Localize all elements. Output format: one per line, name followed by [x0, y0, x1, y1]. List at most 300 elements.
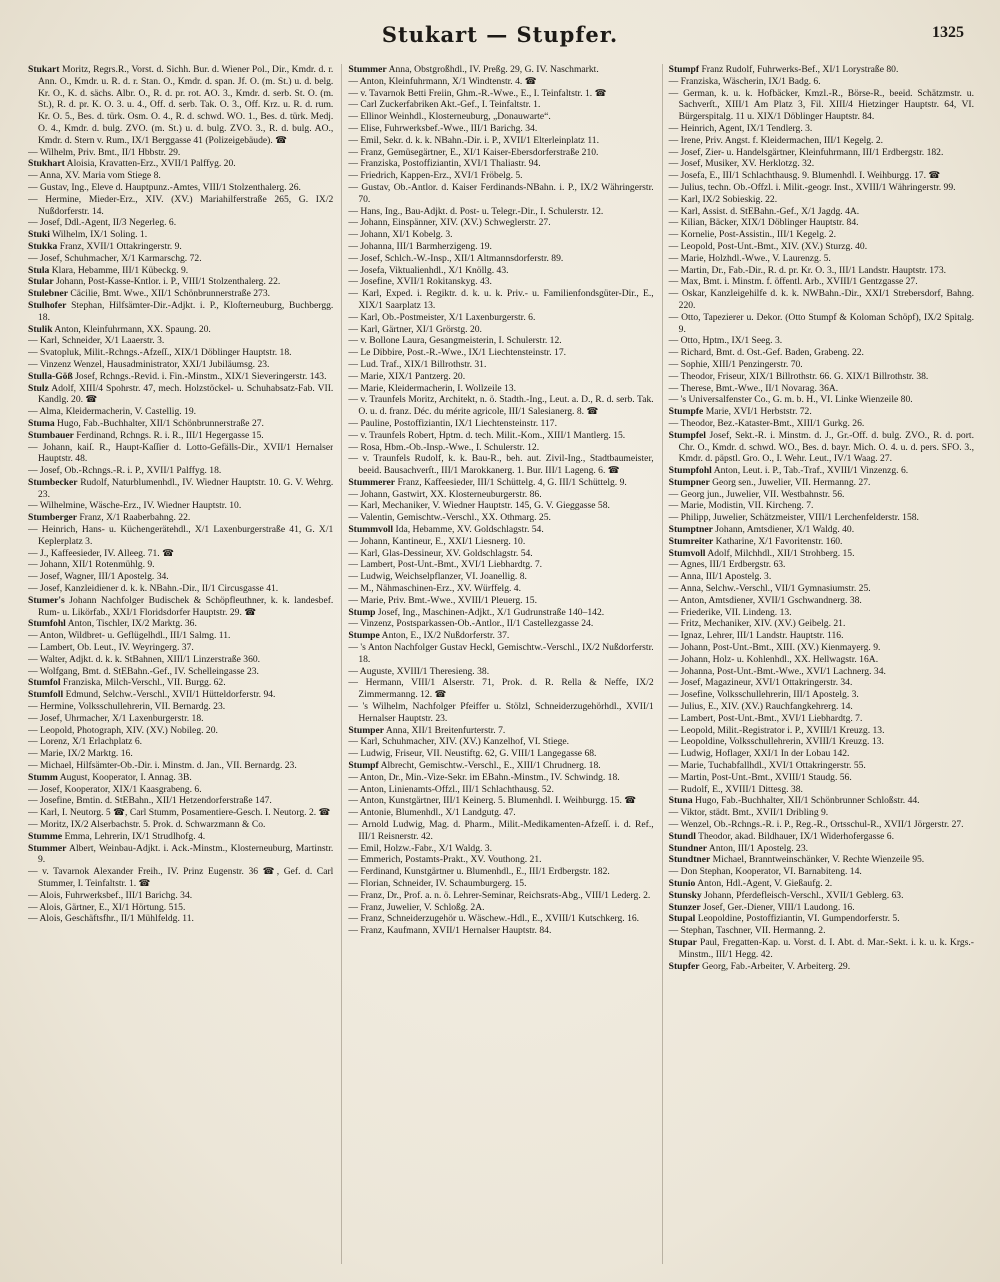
entry-text: — v. Traunfels Robert, Hptm. d. tech. Milit.-Kom., XIII/1 Mantlerg. 15.: [348, 429, 626, 441]
entry-text: — Georg jun., Juwelier, VII. Westbahnstr. 56.: [668, 488, 845, 500]
entry-text: — Marie, Tuchabfallhdl., XVI/1 Ottakringerstr. 55.: [668, 760, 866, 772]
entry-text: Albrecht, Gemischtw.-Verschl., E., XIII/1 Chrudnerg. 18.: [378, 760, 601, 772]
entry-text: — Valentin, Gemischtw.-Verschl., XX. Othmarg. 25.: [348, 512, 551, 524]
directory-entry: [669, 890, 974, 902]
entry-text: — Wilhelm, Priv. Bmt., II/1 Hbbstr. 29.: [28, 146, 181, 158]
directory-entry: [669, 902, 974, 914]
directory-entry: [669, 512, 974, 524]
entry-text: — Wolfgang, Bmt. d. StEBahn.-Gef., IV. Schelleingasse 23.: [28, 665, 259, 677]
directory-entry: [669, 465, 974, 477]
directory-entry: [28, 182, 333, 194]
entry-text: — Josefa, E., III/1 Schlachthausg. 9. Blumenhdl. I. Weihburgg. 17. ☎: [668, 170, 941, 182]
entry-text: — Josef, Wagner, III/1 Apostelg. 34.: [28, 571, 169, 583]
directory-entry: [28, 359, 333, 371]
directory-entry: [669, 276, 974, 288]
directory-entry: [669, 253, 974, 265]
directory-entry: [28, 229, 333, 241]
directory-entry: [669, 571, 974, 583]
entry-text: — Friedrich, Kappen-Erz., XVI/1 Fröbelg. 5.: [348, 170, 523, 182]
directory-entry: [348, 288, 653, 312]
entry-text: Marie, XVI/1 Herbststr. 72.: [703, 406, 812, 418]
directory-entry: [669, 64, 974, 76]
entry-text: — Lambert, Post-Unt.-Bmt., XVI/1 Liebhardtg. 7.: [348, 559, 543, 571]
directory-entry: [669, 288, 974, 312]
directory-entry: [348, 418, 653, 430]
entry-surname: Stummer: [348, 64, 387, 75]
directory-entry: [348, 725, 653, 737]
entry-text: — Carl Zuckerfabriken Akt.-Gef., I. Teinfaltstr. 1.: [348, 99, 541, 111]
directory-entry: [348, 559, 653, 571]
entry-text: Edmund, Selchw.-Verschl., XVII/1 Hütteldorferstr. 94.: [63, 689, 276, 701]
entry-text: — Marie, IX/2 Marktg. 16.: [28, 748, 133, 760]
entry-text: — Alma, Kleidermacherin, V. Castellig. 19.: [28, 406, 197, 418]
directory-entry: [28, 913, 333, 925]
entry-text: Hugo, Fab.-Buchhalter, XII/1 Schönbrunnerstraße 27.: [54, 417, 264, 429]
entry-text: — Josef, Zier- u. Handelsgärtner, Kleinfuhrmann, III/1 Erdbergstr. 182.: [668, 146, 944, 158]
entry-text: — Johann, XI/1 Kobelg. 3.: [348, 229, 453, 241]
directory-entry: [28, 819, 333, 831]
entry-surname: Stummer: [28, 842, 67, 854]
directory-entry: [28, 465, 333, 477]
entry-surname: Stuna: [668, 795, 693, 807]
directory-entry: [669, 76, 974, 88]
directory-entry: [348, 890, 653, 902]
directory-entry: [28, 170, 333, 182]
directory-entry: [669, 335, 974, 347]
entry-text: — Rosa, Hbm.-Ob.-Insp.-Wwe., I. Schulerstr. 12.: [348, 441, 540, 453]
entry-text: — Johann, Kantineur, E., XXI/1 Liesnerg. 10.: [348, 535, 526, 547]
entry-text: — Hermine, Volksschullehrerin, VII. Bernardg. 23.: [28, 701, 226, 713]
entry-text: — Lambert, Ob. Leut., IV. Weyringerg. 37.: [28, 642, 194, 654]
directory-entry: [348, 453, 653, 477]
entry-text: — Martin, Dr., Fab.-Dir., R. d. pr. Kr. O. 3., III/1 Landstr. Hauptstr. 173.: [668, 264, 947, 276]
directory-entry: [348, 147, 653, 159]
entry-text: — Franz, Schneiderzugehör u. Wäschew.-Hdl., E., XVIII/1 Kutschkerg. 16.: [348, 913, 640, 925]
directory-entry: [28, 324, 333, 336]
directory-entry: [348, 335, 653, 347]
entry-text: — v. Traunfels Moritz, Architekt, n. ö. Stadth.-Ing., Leut. a. D., R. d. serb. Tak. O. u. d. franz. Déc. du mérite agricole, III/1 Salesianerg. 8. ☎: [348, 394, 654, 418]
entry-surname: Stumfoll: [28, 689, 64, 701]
entry-surname: Stumpe: [348, 630, 380, 642]
entry-text: — Josefa, Viktualienhdl., X/1 Knöllg. 43.: [348, 264, 509, 276]
entry-text: Anton, E., IX/2 Nußdorferstr. 37.: [379, 630, 510, 642]
directory-entry: [669, 524, 974, 536]
directory-entry: [669, 654, 974, 666]
directory-entry: [669, 725, 974, 737]
entry-surname: Stumpf: [348, 760, 379, 772]
entry-text: Josef, Rchngs.-Revid. i. Fin.-Minstm., XIX/1 Sieveringerstr. 143.: [72, 370, 327, 382]
entry-text: — Vinzenz, Postsparkassen-Ob.-Antlor., II/1 Castellezgasse 24.: [348, 618, 594, 630]
directory-entry: [669, 607, 974, 619]
directory-entry: [28, 784, 333, 796]
entry-surname: Stumpfe: [668, 406, 704, 418]
directory-entry: [28, 666, 333, 678]
entry-text: Ida, Hebamme, XV. Goldschlagstr. 54.: [393, 524, 544, 536]
entry-text: — Josef, Schlch.-W.-Insp., XII/1 Altmannsdorferstr. 89.: [348, 252, 564, 264]
directory-entry: [348, 253, 653, 265]
entry-text: — Josef, Kooperator, XIX/1 Kaasgrabeng. 6.: [28, 783, 202, 795]
directory-entry: [28, 807, 333, 819]
directory-entry: [28, 147, 333, 159]
entry-text: — Ignaz, Lehrer, III/1 Landstr. Hauptstr. 116.: [668, 630, 844, 642]
entry-text: — Otto, Tapezierer u. Dekor. (Otto Stumpf & Koloman Schöpf), IX/2 Spitalg. 9.: [668, 311, 974, 335]
directory-entry: [348, 324, 653, 336]
directory-entry: [348, 642, 653, 666]
directory-entry: [669, 347, 974, 359]
entry-text: Franz, Kaffeesieder, III/1 Schüttelg. 4, G. III/1 Schüttelg. 9.: [395, 476, 627, 488]
directory-entry: [669, 158, 974, 170]
directory-entry: [669, 477, 974, 489]
directory-entry: [669, 559, 974, 571]
entry-text: — Friederike, VII. Lindeng. 13.: [668, 606, 792, 618]
entry-text: — Wilhelmine, Wäsche-Erz., IV. Wiedner Hauptstr. 10.: [28, 500, 242, 512]
entry-text: — Rudolf, E., XVIII/1 Dittesg. 38.: [668, 783, 803, 795]
directory-entry: [348, 217, 653, 229]
entry-text: — Anna, III/1 Apostelg. 3.: [668, 571, 772, 583]
entry-text: — Le Dibbire, Post.-R.-Wwe., IX/1 Liechtensteinstr. 17.: [348, 347, 567, 359]
directory-entry: [28, 748, 333, 760]
entry-text: — Karl, Exped. i. Regiktr. d. k. u. k. Priv.- u. Familienfondsgüter-Dir., E., XIX/1 Saarplatz 13.: [348, 288, 654, 311]
directory-entry: [669, 677, 974, 689]
entry-text: — Karl, Assist. d. StEBahn.-Gef., X/1 Jagdg. 4A.: [668, 205, 860, 217]
directory-entry: [348, 666, 653, 678]
directory-entry: [28, 831, 333, 843]
entry-text: — Johann, Einspänner, XIV. (XV.) Schweglerstr. 27.: [348, 217, 551, 229]
directory-entry: [28, 772, 333, 784]
directory-entry: [28, 736, 333, 748]
directory-entry: [669, 831, 974, 843]
directory-entry: [348, 618, 653, 630]
entry-text: — Theodor, Friseur, XIX/1 Billrothstr. 66. G. XIX/1 Billrothstr. 38.: [668, 370, 929, 382]
directory-entry: [348, 595, 653, 607]
entry-text: — Viktor, städt. Bmt., XVII/1 Dribling 9.: [668, 807, 829, 819]
directory-entry: [348, 748, 653, 760]
directory-entry: [348, 477, 653, 489]
directory-entry: [28, 253, 333, 265]
entry-text: — Franz, Juwelier, V. Schloßg. 2A.: [348, 901, 485, 913]
entry-text: Josef, Ger.-Diener, VIII/1 Laudong. 16.: [700, 901, 855, 913]
entry-text: — Franz, Dr., Prof. a. n. ö. Lehrer-Seminar, Reichsrats-Abg., VIII/1 Lederg. 2.: [348, 889, 651, 901]
entry-text: — Hermann, VIII/1 Alserstr. 71, Prok. d. R. Rella & Neffe, IX/2 Zimmermanng. 12. ☎: [348, 677, 654, 701]
directory-entry: [348, 760, 653, 772]
entry-surname: Stunzer: [668, 901, 701, 913]
directory-entry: [28, 217, 333, 229]
directory-entry: [348, 736, 653, 748]
entry-text: — 's Wilhelm, Nachfolger Pfeiffer u. Stölzl, Schneiderzugehörhdl., XVII/1 Hernalser Hauptstr. 23.: [348, 701, 654, 724]
entry-text: Josef, Ing., Maschinen-Adjkt., X/1 Gudrunstraße 140–142.: [375, 606, 605, 618]
entry-text: — Otto, Hptm., IX/1 Seeg. 3.: [668, 335, 783, 347]
entry-surname: Stumbauer: [28, 429, 74, 441]
directory-entry: [28, 418, 333, 430]
directory-entry: [348, 206, 653, 218]
entry-text: Leopoldine, Postoffiziantin, VI. Gumpendorferstr. 5.: [695, 913, 900, 925]
directory-entry: [669, 583, 974, 595]
entry-text: — Heinrich, Agent, IX/1 Tendlerg. 3.: [668, 122, 813, 134]
entry-text: — Walter, Adjkt. d. k. k. StBahnen, XIII/1 Linzerstraße 360.: [28, 653, 261, 665]
directory-entry: [348, 111, 653, 123]
directory-entry: [28, 524, 333, 548]
entry-text: — Vinzenz Wenzel, Hausadministrator, XXI/1 Jubiläumsg. 23.: [28, 358, 270, 370]
entry-text: Anna, Obstgroßhdl., IV. Preßg. 29, G. IV. Naschmarkt.: [386, 64, 599, 75]
directory-entry: [669, 760, 974, 772]
directory-entry: [669, 265, 974, 277]
entry-text: August, Kooperator, I. Annag. 3B.: [57, 771, 192, 783]
entry-text: — Theodor, Bez.-Kataster-Bmt., XIII/1 Gurkg. 26.: [668, 417, 865, 429]
entry-text: — Martin, Post-Unt.-Bmt., XVIII/1 Staudg. 56.: [668, 771, 852, 783]
entry-surname: Stulz: [28, 382, 49, 394]
entry-text: Franz Rudolf, Fuhrwerks-Bef., XI/1 Lorystraße 80.: [699, 64, 899, 75]
directory-entry: [669, 666, 974, 678]
directory-entry: [669, 406, 974, 418]
entry-text: Johann, Amtsdiener, X/1 Waldg. 40.: [712, 524, 855, 536]
entry-text: — Emmerich, Postamts-Prakt., XV. Vouthong. 21.: [348, 854, 542, 866]
directory-entry: [28, 902, 333, 914]
directory-entry: [669, 630, 974, 642]
directory-entry: [28, 477, 333, 501]
directory-entry: [669, 784, 974, 796]
directory-entry: [28, 583, 333, 595]
directory-entry: [348, 123, 653, 135]
directory-entry: [348, 607, 653, 619]
entry-text: — Elise, Fuhrwerksbef.-Wwe., III/1 Barichg. 34.: [348, 122, 538, 134]
entry-text: Adolf, Milchhdl., XII/1 Strohberg. 15.: [705, 547, 855, 559]
directory-entry: [348, 524, 653, 536]
entry-text: Michael, Branntweinschänker, V. Rechte Wienzeile 95.: [710, 854, 925, 866]
directory-entry: [669, 807, 974, 819]
directory-entry: [348, 536, 653, 548]
directory-entry: [348, 784, 653, 796]
entry-text: Georg sen., Juwelier, VII. Hermanng. 27.: [709, 476, 871, 488]
directory-entry: [669, 170, 974, 182]
entry-surname: Stundl: [668, 830, 696, 842]
directory-entry: [348, 902, 653, 914]
entry-text: Stephan, Hilfsämter-Dir.-Adjkt. i. P., Kloſterneuburg, Buchbergg. 18.: [38, 299, 334, 323]
entry-text: — Franziska, Wäscherin, IX/1 Badg. 6.: [668, 75, 821, 87]
entry-text: — Moritz, IX/2 Alserbachstr. 5. Prok. d. Schwarzmann & Co.: [28, 819, 266, 830]
entry-text: — Josef, Schuhmacher, X/1 Karmarschg. 72.: [28, 252, 202, 264]
entry-surname: Stulebner: [28, 288, 68, 300]
directory-entry: [28, 371, 333, 383]
directory-entry: [669, 701, 974, 713]
entry-surname: Stumbecker: [28, 476, 78, 488]
directory-entry: [348, 548, 653, 560]
entry-text: — Anton, Linienamts-Offzl., III/1 Schlachthausg. 52.: [348, 783, 554, 795]
entry-text: — Johann, Post-Unt.-Bmt., XIII. (XV.) Kienmayerg. 9.: [668, 642, 881, 654]
entry-text: Anton, Kleinfuhrmann, XX. Spaung. 20.: [52, 323, 211, 335]
entry-text: Aloisia, Kravatten-Erz., XVII/1 Palffyg. 20.: [64, 158, 236, 170]
directory-entry: [669, 182, 974, 194]
directory-entry: [28, 241, 333, 253]
directory-entry: [28, 795, 333, 807]
entry-text: Franz, X/1 Raaberbahng. 22.: [77, 512, 191, 524]
entry-surname: Stula: [28, 264, 50, 276]
directory-entry: [669, 795, 974, 807]
entry-text: — Anton, Kunstgärtner, III/1 Keinerg. 5. Blumenhdl. I. Weihburgg. 15. ☎: [348, 795, 637, 807]
directory-entry: [669, 843, 974, 855]
directory-entry: [28, 383, 333, 407]
directory-entry: [348, 394, 653, 418]
entry-text: Georg, Fab.-Arbeiter, V. Arbeiterg. 29.: [699, 960, 851, 972]
entry-surname: Stumpner: [668, 476, 710, 488]
directory-entry: [348, 347, 653, 359]
directory-entry: [28, 158, 333, 170]
directory-entry: [669, 642, 974, 654]
directory-entry: [348, 64, 653, 76]
entry-text: — Irene, Priv. Angst. f. Kleidermachen, III/1 Kegelg. 2.: [668, 134, 884, 146]
directory-entry: [28, 347, 333, 359]
entry-surname: Stukart: [28, 64, 60, 75]
entry-text: — Franz, Gemüsegärtner, E., XI/1 Kaiser-Ebersdorferstraße 210.: [348, 146, 599, 158]
entry-text: — Karl, Gärtner, XI/1 Grörstg. 20.: [348, 323, 482, 335]
entry-text: — Johann, kaiſ. R., Haupt-Kaſſier d. Lotto-Gefälls-Dir., XVII/1 Hernalser Hauptstr. 48.: [28, 441, 334, 465]
entry-text: — Auguste, XVIII/1 Theresieng. 38.: [348, 665, 490, 677]
directory-entry: [669, 135, 974, 147]
entry-text: — Karl, Schneider, X/1 Laaerstr. 3.: [28, 335, 165, 347]
directory-entry: [348, 229, 653, 241]
directory-entry: [348, 571, 653, 583]
entry-text: Anton, Leut. i. P., Tab.-Traf., XVIII/1 Vinzenzg. 6.: [711, 465, 909, 477]
entry-text: Johann, Pferdefleisch-Verschl., XVII/1 Geblerg. 63.: [701, 889, 904, 901]
directory-entry: [28, 265, 333, 277]
entry-text: — v. Bollone Laura, Gesangmeisterin, I. Schulerstr. 12.: [348, 335, 562, 347]
directory-entry: [669, 618, 974, 630]
entry-text: Paul, Fregatten-Kap. u. Vorst. d. I. Abt. d. Mar.-Sekt. i. k. u. k. Krgs.-Minstm., III/1 Hegg. 42.: [678, 936, 974, 960]
entry-text: — Anton, Kleinfuhrmann, X/1 Windtenstr. 4. ☎: [348, 75, 537, 87]
directory-entry: [669, 866, 974, 878]
entry-surname: Stumm: [28, 771, 58, 783]
directory-columns: [28, 64, 974, 1264]
entry-surname: Stukhart: [28, 158, 65, 170]
entry-text: — Wenzel, Ob.-Rchngs.-R. i. P., Reg.-R., Ortsschul-R., XVII/1 Jörgerstr. 27.: [668, 819, 964, 830]
directory-entry: [28, 630, 333, 642]
directory-entry: [669, 937, 974, 961]
entry-surname: Stump: [348, 606, 376, 618]
entry-text: Josef, Sekt.-R. i. Minstm. d. J., Gr.-Off. d. bulg. ZVO., R. d. port. Chr. O., Kmdr. d. schwd. WO., Bes. d. bayr. Mich. O. 4. u. d. pers. SFO. 3., Kmdr. d. päpstl. Gro. O., I. Wehr. Leut., IV/1 Waag. 27.: [678, 429, 974, 465]
directory-entry: [669, 241, 974, 253]
entry-text: Emma, Lehrerin, IX/1 Strudlhofg. 4.: [62, 830, 206, 842]
entry-surname: Stupfer: [668, 960, 700, 972]
entry-text: — Josef, Ob.-Rchngs.-R. i. P., XVII/1 Palffyg. 18.: [28, 465, 222, 477]
entry-text: — Richard, Bmt. d. Ost.-Gef. Baden, Grabeng. 22.: [668, 347, 864, 359]
entry-text: — Marie, Priv. Bmt.-Wwe., XVIII/1 Pleuerg. 15.: [348, 594, 537, 606]
entry-text: — Ludwig, Friseur, VII. Neustiftg. 62, G. VIII/1 Langegasse 68.: [348, 748, 597, 760]
directory-entry: [348, 276, 653, 288]
entry-text: — 's Universalfenster Co., G. m. b. H., VI. Linke Wienzeile 80.: [668, 394, 913, 406]
directory-entry: [28, 760, 333, 772]
entry-text: — Alois, Gärtner, E., XI/1 Hörtung. 515.: [28, 901, 186, 913]
entry-text: — Karl, Mechaniker, V. Wiedner Hauptstr. 145, G. V. Gieggasse 58.: [348, 500, 610, 512]
entry-text: — Arnold Ludwig, Mag. d. Pharm., Milit.-Medikamenten-Afzeſſ. i. d. Ref., III/1 Reisnerstr. 42.: [348, 819, 654, 842]
directory-entry: [669, 961, 974, 973]
entry-text: Johann Nachfolger Budischek & Schöpfleuthner, k. k. landesbef. Rum- u. Likörfab., XXI/1 Floridsdorfer Hauptstr. 29. ☎: [38, 594, 334, 618]
entry-text: — Gustav, Ob.-Antlor. d. Kaiser Ferdinands-NBahn. i. P., IX/2 Währingerstr. 70.: [348, 181, 654, 205]
entry-text: Ferdinand, Rchngs. R. i. R., III/1 Hegergasse 15.: [73, 429, 264, 441]
entry-text: — Alois, Geschäftsfhr., II/1 Mühlfeldg. 11.: [28, 913, 194, 925]
entry-text: Theodor, akad. Bildhauer, IX/1 Widerhofergasse 6.: [695, 830, 894, 842]
directory-entry: [669, 772, 974, 784]
entry-text: — Kilian, Bäcker, XIX/1 Döblinger Hauptstr. 84.: [668, 217, 859, 229]
directory-entry: [669, 689, 974, 701]
entry-text: Albert, Weinbau-Adjkt. i. Ack.-Minstm., Klosterneuburg, Martinstr. 9.: [38, 842, 334, 866]
entry-text: — Anton, Amtsdiener, XVII/1 Gschwandnerg. 38.: [668, 594, 862, 606]
entry-text: — v. Tavarnok Alexander Freih., IV. Prinz Eugenstr. 36 ☎, Gef. d. Carl Stummer, I. Teinfaltstr. 1. ☎: [28, 866, 334, 889]
entry-text: — Ludwig, Hoflager, XXI/1 In der Lobau 142.: [668, 748, 850, 760]
directory-column-1: [28, 64, 333, 1264]
directory-entry: [669, 430, 974, 465]
directory-entry: [28, 595, 333, 619]
entry-surname: Stupal: [668, 913, 696, 925]
directory-entry: [28, 689, 333, 701]
entry-surname: Stumvoll: [668, 547, 706, 559]
entry-text: — Ludwig, Weichselpflanzer, VI. Joanellig. 8.: [348, 571, 527, 583]
directory-entry: [669, 913, 974, 925]
entry-text: — Lambert, Post-Unt.-Bmt., XVI/1 Liebhardtg. 7.: [668, 712, 863, 724]
directory-entry: [348, 819, 653, 843]
entry-text: — Marie, Holzhdl.-Wwe., V. Laurenzg. 5.: [668, 252, 831, 264]
entry-surname: Stulla-Göß: [28, 370, 73, 382]
entry-text: — Karl, Ob.-Postmeister, X/1 Laxenburgerstr. 6.: [348, 311, 536, 323]
directory-entry: [28, 713, 333, 725]
entry-text: — Emil, Sekr. d. k. k. NBahn.-Dir. i. P., XVII/1 Elterleinplatz 11.: [348, 134, 599, 146]
entry-surname: Stunsky: [668, 889, 702, 901]
directory-entry: [28, 288, 333, 300]
entry-text: — Oskar, Kanzleigehilfe d. k. k. NWBahn.-Dir., XXI/1 Strebersdorf, Bahng. 220.: [668, 288, 974, 311]
directory-column-3: [662, 64, 974, 1264]
entry-text: Klara, Hebamme, III/1 Kübeckg. 9.: [49, 264, 189, 276]
entry-text: — Julius, E., XIV. (XV.) Rauchfangkehrerg. 14.: [668, 701, 853, 713]
directory-entry: [669, 383, 974, 395]
directory-entry: [348, 265, 653, 277]
entry-text: Franz, XVII/1 Ottakringerstr. 9.: [57, 240, 182, 252]
directory-entry: [348, 677, 653, 701]
entry-surname: Stular: [28, 276, 54, 288]
directory-entry: [28, 500, 333, 512]
directory-entry: [348, 170, 653, 182]
entry-text: — v. Tavarnok Betti Freiin, Ghm.-R.-Wwe., E., I. Teinfaltstr. 1. ☎: [348, 87, 607, 99]
directory-entry: [28, 701, 333, 713]
entry-surname: Stulhofer: [28, 299, 67, 311]
directory-entry: [348, 135, 653, 147]
directory-entry: [28, 677, 333, 689]
directory-entry: [348, 772, 653, 784]
entry-text: — Josef, Kanzleidiener d. k. k. NBahn.-Dir., II/1 Circusgasse 41.: [28, 583, 279, 595]
directory-entry: [348, 489, 653, 501]
entry-text: — Philipp, Juwelier, Schätzmeister, VIII/1 Lerchenfelderstr. 158.: [668, 512, 919, 524]
directory-entry: [669, 123, 974, 135]
entry-text: — Gustav, Ing., Eleve d. Hauptpunz.-Amtes, VIII/1 Stolzenthalerg. 26.: [28, 181, 301, 193]
directory-entry: [28, 642, 333, 654]
directory-entry: [28, 866, 333, 890]
directory-entry: [28, 300, 333, 324]
running-title: Stukart — Stupfer.: [381, 22, 619, 47]
directory-entry: [669, 88, 974, 123]
entry-text: — Sophie, XIII/1 Penzingerstr. 70.: [668, 358, 803, 370]
entry-text: — Florian, Schneider, IV. Schaumburgerg. 15.: [348, 877, 527, 889]
entry-surname: Stumreiter: [668, 535, 714, 547]
entry-text: — Karl, IX/2 Sobieskig. 22.: [668, 193, 778, 205]
directory-entry: [348, 701, 653, 725]
entry-text: — Josefine, Bmtin. d. StEBahn., XII/1 Hetzendorferstraße 147.: [28, 795, 272, 807]
directory-entry: [28, 559, 333, 571]
entry-surname: Stumme: [28, 830, 63, 842]
entry-text: — Lud. Traf., XIX/1 Billrothstr. 31.: [348, 358, 487, 370]
entry-text: — Anna, XV. Maria vom Stiege 8.: [28, 170, 161, 182]
entry-text: — Fritz, Mechaniker, XIV. (XV.) Geibelg. 21.: [668, 618, 846, 630]
entry-surname: Stupar: [668, 936, 697, 948]
directory-entry: [669, 595, 974, 607]
entry-text: — Leopoldine, Volksschullehrerin, XVIII/1 Kreuzg. 13.: [668, 736, 884, 748]
entry-text: Wilhelm, IX/1 Soling. 1.: [49, 229, 148, 241]
